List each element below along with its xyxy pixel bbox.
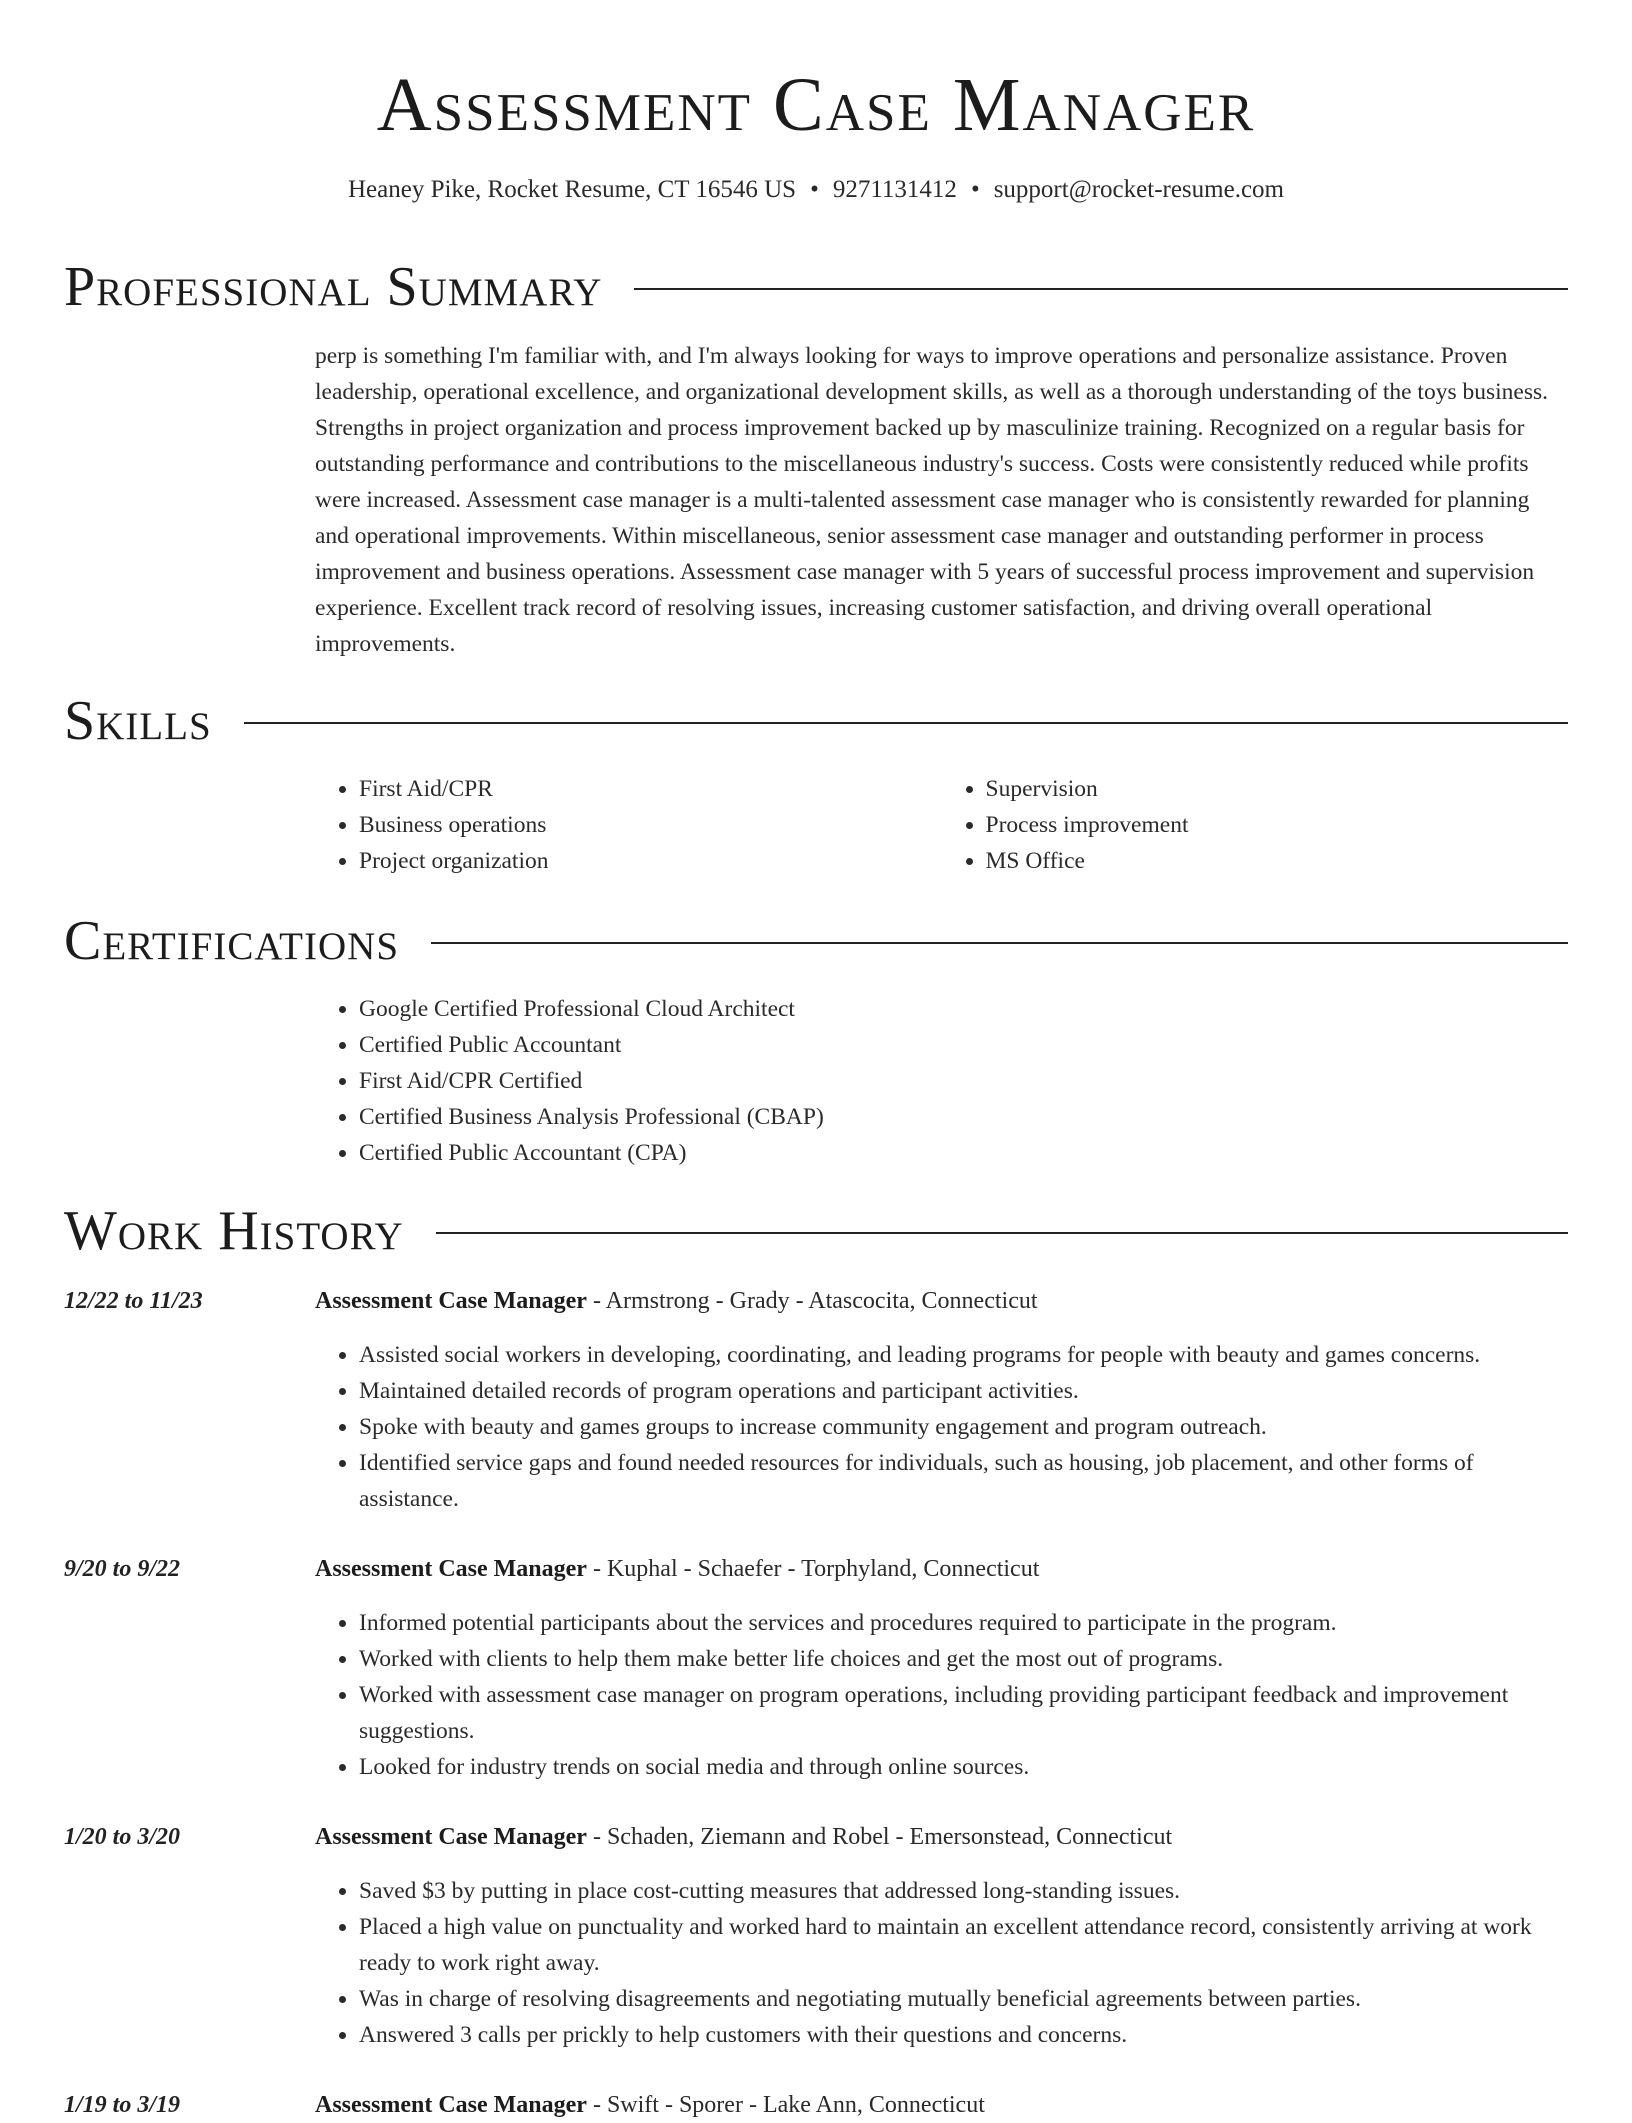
contact-separator: • bbox=[970, 176, 980, 203]
job-role: Assessment Case Manager bbox=[315, 1556, 587, 1582]
section-divider bbox=[436, 1232, 1568, 1234]
skill-item: • Supervision bbox=[986, 771, 1569, 807]
job-dates: 1/20 to 3/20 bbox=[64, 1824, 181, 1850]
job-employer: - Kuphal - Schaefer - Torphyland, Connecticut bbox=[586, 1556, 1040, 1582]
job-duty: • Spoke with beauty and games groups to increase community engagement and program outreach. bbox=[359, 1409, 1568, 1445]
job-duty: • Worked with assessment case manager on program operations, including providing participant feedback and improvement suggestions. bbox=[359, 1677, 1568, 1749]
skill-item: • Process improvement bbox=[986, 807, 1569, 843]
skill-item: • MS Office bbox=[986, 843, 1569, 879]
certification-item: • First Aid/CPR Certified bbox=[359, 1063, 1568, 1099]
section-header-summary bbox=[64, 252, 1568, 322]
job-duty: • Worked with clients to help them make better life choices and get the most out of programs. bbox=[359, 1641, 1568, 1677]
job-heading bbox=[315, 1819, 1568, 1855]
job-employer: - Armstrong - Grady - Atascocita, Connecticut bbox=[586, 1288, 1038, 1314]
job-heading bbox=[315, 1283, 1568, 1319]
job-duties bbox=[315, 1873, 1568, 2053]
job-duty: • Identified service gaps and found needed resources for individuals, such as housing, job placement, and other forms of assistance. bbox=[359, 1445, 1568, 1517]
job-dates: 9/20 to 9/22 bbox=[64, 1556, 181, 1582]
skill-item: • Project organization bbox=[359, 843, 942, 879]
certification-item: • Google Certified Professional Cloud Architect bbox=[359, 991, 1568, 1027]
job-duties bbox=[315, 1337, 1568, 1517]
certification-item: • Certified Public Accountant bbox=[359, 1027, 1568, 1063]
contact-address: Heaney Pike, Rocket Resume, CT 16546 US bbox=[347, 176, 797, 203]
section-divider bbox=[634, 288, 1568, 290]
job-dates: 1/19 to 3/19 bbox=[64, 2092, 181, 2118]
job-duty: • Was in charge of resolving disagreements and negotiating mutually beneficial agreements between parties. bbox=[359, 1981, 1568, 2017]
skills-list bbox=[315, 771, 1568, 879]
job-duty: • Placed a high value on punctuality and worked hard to maintain an excellent attendance record, consistently arriving at work ready to work right away. bbox=[359, 1909, 1568, 1981]
job-duties bbox=[315, 1605, 1568, 1785]
section-title: Certifications bbox=[64, 910, 400, 972]
job-duty: • Maintained detailed records of program operations and participant activities. bbox=[359, 1373, 1568, 1409]
section-title: Skills bbox=[64, 690, 212, 752]
job-role: Assessment Case Manager bbox=[315, 1288, 587, 1314]
job-employer: - Swift - Sporer - Lake Ann, Connecticut bbox=[586, 2092, 985, 2118]
job-employer: - Schaden, Ziemann and Robel - Emersonstead, Connecticut bbox=[586, 1824, 1173, 1850]
contact-email: support@rocket-resume.com bbox=[993, 176, 1284, 203]
contact-separator: • bbox=[810, 176, 819, 203]
job-role: Assessment Case Manager bbox=[315, 1824, 587, 1850]
section-title: Professional Summary bbox=[64, 256, 603, 318]
section-divider bbox=[244, 722, 1568, 724]
certification-item: • Certified Public Accountant (CPA) bbox=[359, 1135, 1568, 1171]
job-heading bbox=[315, 2087, 1568, 2123]
job-dates: 12/22 to 11/23 bbox=[64, 1288, 203, 1314]
section-title: Work History bbox=[64, 1200, 404, 1262]
job-duty: • Saved $3 by putting in place cost-cutting measures that addressed long-standing issues. bbox=[359, 1873, 1568, 1909]
job-duty: • Informed potential participants about the services and procedures required to participate in the program. bbox=[359, 1605, 1568, 1641]
skills-column-right bbox=[942, 771, 1569, 879]
contact-line bbox=[0, 172, 1632, 208]
job-role: Assessment Case Manager bbox=[315, 2092, 587, 2118]
skills-column-left bbox=[315, 771, 942, 879]
certification-item: • Certified Business Analysis Professional (CBAP) bbox=[359, 1099, 1568, 1135]
section-divider bbox=[431, 942, 1568, 944]
summary-text: perp is something I'm familiar with, and I'm always looking for ways to improve operations and personalize assistance. Proven leadership, operational excellence, and organizational development skills, as well as a thorough understanding of the toys business. Strengths in project organization and process improvement backed up by masculinize training. Recognized on a regular basis for outstanding performance and contributions to the miscellaneous industry's success. Costs were consistently reduced while profits were increased. Assessment case manager is a multi-talented assessment case manager who is consistently rewarded for planning and operational improvements. Within miscellaneous, senior assessment case manager and outstanding performer in process improvement and business operations. Assessment case manager with 5 years of successful process improvement and supervision experience. Excellent track record of resolving issues, increasing customer satisfaction, and driving overall operational improvements. bbox=[315, 343, 1548, 657]
contact-phone: 9271131412 bbox=[832, 176, 957, 203]
certifications-list bbox=[315, 991, 1568, 1171]
resume-title: Assessment Case Manager bbox=[376, 63, 1256, 147]
job-duty: • Assisted social workers in developing, coordinating, and leading programs for people with beauty and games concerns. bbox=[359, 1337, 1568, 1373]
skill-item: • Business operations bbox=[359, 807, 942, 843]
job-duty: • Looked for industry trends on social media and through online sources. bbox=[359, 1749, 1568, 1785]
job-duty: • Answered 3 calls per prickly to help customers with their questions and concerns. bbox=[359, 2017, 1568, 2053]
job-heading bbox=[315, 1551, 1568, 1587]
skill-item: • First Aid/CPR bbox=[359, 771, 942, 807]
section-header-work-history bbox=[64, 1196, 1568, 1266]
section-header-skills bbox=[64, 686, 1568, 756]
section-header-certifications bbox=[64, 906, 1568, 976]
